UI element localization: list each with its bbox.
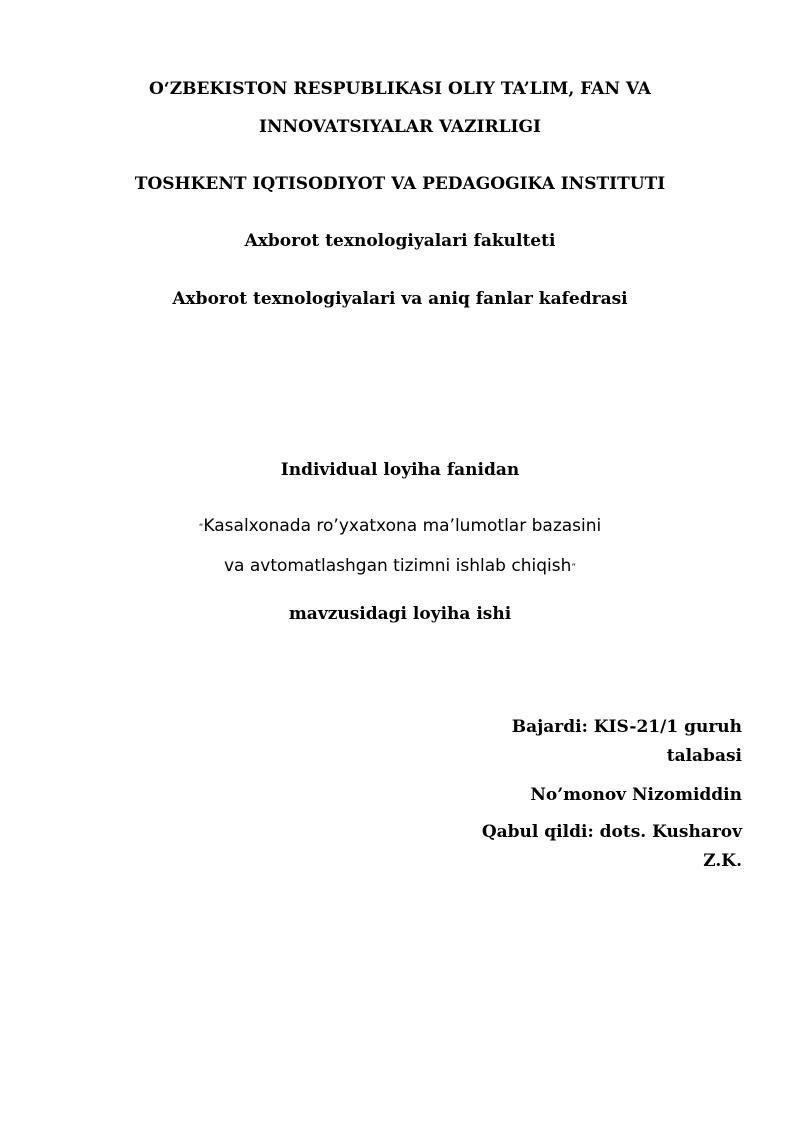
subject-line: Individual loyiha fanidan: [280, 460, 520, 480]
open-quote: “: [198, 523, 204, 533]
ministry-line-1: O‘ZBEKISTON RESPUBLIKASI OLIY TA’LIM, FAN VA: [149, 79, 651, 99]
performed-by-line-2: talabasi: [666, 746, 742, 766]
accepted-by-line-1: Qabul qildi: dots. Kusharov: [481, 822, 742, 842]
work-type-line: mavzusidagi loyiha ishi: [288, 604, 512, 624]
faculty-name: Axborot texnologiyalari fakulteti: [244, 231, 556, 251]
topic-text-2: va avtomatlashgan tizimni ishlab chiqish: [223, 556, 572, 576]
topic-line-1: [0, 516, 800, 536]
performed-by-line-1: Bajardi: KIS-21/1 guruh: [511, 717, 742, 737]
department-name: Axborot texnologiyalari va aniq fanlar kafedrasi: [172, 289, 628, 309]
topic-line-2: [0, 556, 800, 576]
institute-name: TOSHKENT IQTISODIYOT VA PEDAGOGIKA INSTITUTI: [134, 174, 666, 194]
student-name: No’monov Nizomiddin: [530, 785, 742, 805]
topic-text-1: Kasalxonada ro’yxatxona ma’lumotlar bazasini: [203, 516, 602, 536]
close-quote: ”: [571, 563, 577, 573]
ministry-line-2: INNOVATSIYALAR VAZIRLIGI: [259, 117, 541, 137]
accepted-by-line-2: Z.K.: [703, 851, 742, 871]
